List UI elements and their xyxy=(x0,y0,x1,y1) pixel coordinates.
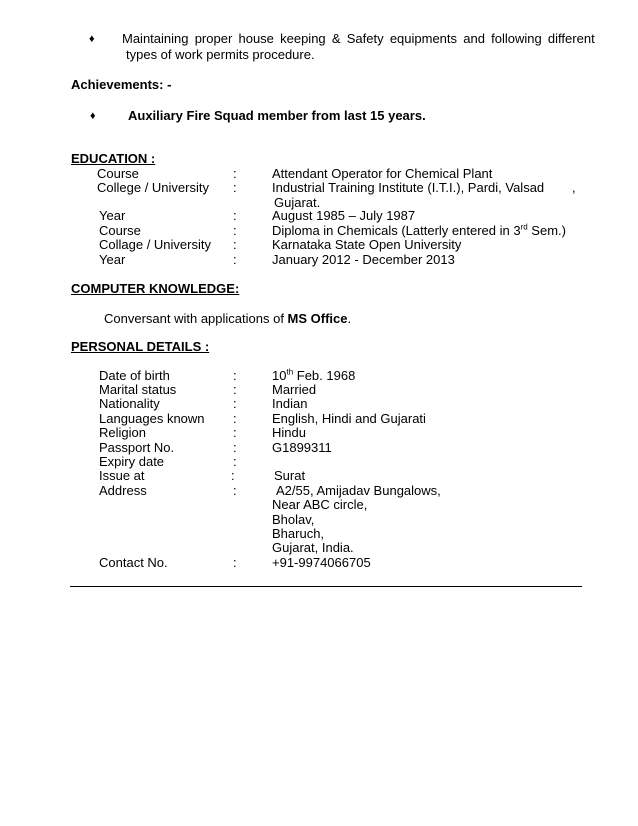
address-line: Gujarat, India. xyxy=(272,540,354,555)
personal-label: Religion xyxy=(99,425,146,440)
edu-value: Karnataka State Open University xyxy=(272,237,462,252)
personal-label: Passport No. xyxy=(99,440,175,455)
edu-sep: : xyxy=(233,252,237,267)
edu-label: Course xyxy=(99,223,141,238)
personal-value: Hindu xyxy=(272,425,306,440)
personal-value: +91-9974066705 xyxy=(272,555,371,570)
personal-value: G1899311 xyxy=(272,440,332,455)
achievements-heading: Achievements: - xyxy=(71,77,172,92)
computer-text: Conversant with applications of MS Office. xyxy=(104,311,352,326)
address-line: Near ABC circle, xyxy=(272,497,368,512)
personal-label: Issue at xyxy=(99,468,145,483)
personal-sep: : xyxy=(231,468,235,483)
address-line: Bholav, xyxy=(272,512,315,527)
personal-label: Marital status xyxy=(99,382,177,397)
edu-value: Attendant Operator for Chemical Plant xyxy=(272,166,493,181)
edu-label: Collage / University xyxy=(99,237,211,252)
personal-sep: : xyxy=(233,454,237,469)
address-line: A2/55, Amijadav Bungalows, xyxy=(276,483,441,498)
personal-sep: : xyxy=(233,555,237,570)
edu-sep: : xyxy=(233,166,237,181)
edu-value: Industrial Training Institute (I.T.I.), Pardi, Valsad xyxy=(272,180,545,195)
personal-value: Indian xyxy=(272,396,308,411)
edu-value-cont: Gujarat. xyxy=(274,195,321,210)
personal-label: Expiry date xyxy=(99,454,165,469)
edu-label: Course xyxy=(97,166,139,181)
personal-label: Nationality xyxy=(99,396,160,411)
personal-sep: : xyxy=(233,368,237,383)
edu-value: August 1985 – July 1987 xyxy=(272,208,416,223)
edu-trailing-comma: , xyxy=(572,180,576,195)
personal-label: Languages known xyxy=(99,411,205,426)
edu-value: January 2012 - December 2013 xyxy=(272,252,455,267)
personal-sep: : xyxy=(233,382,237,397)
personal-sep: : xyxy=(233,440,237,455)
personal-value: Married xyxy=(272,382,317,397)
edu-sep: : xyxy=(233,223,237,238)
divider-line xyxy=(70,586,582,587)
personal-sep: : xyxy=(233,411,237,426)
personal-sep: : xyxy=(233,483,237,498)
intro-line-1: Maintaining proper house keeping & Safety equipments and following different xyxy=(122,31,595,46)
bullet-icon: ♦ xyxy=(89,33,95,45)
education-heading: EDUCATION : xyxy=(71,151,156,166)
address-line: Bharuch, xyxy=(272,526,325,541)
edu-sep: : xyxy=(233,208,237,223)
personal-label: Contact No. xyxy=(99,555,168,570)
personal-value: Surat xyxy=(274,468,306,483)
edu-sep: : xyxy=(233,180,237,195)
edu-label: Year xyxy=(99,252,126,267)
bullet-icon: ♦ xyxy=(90,110,96,122)
achievement-item: Auxiliary Fire Squad member from last 15 years. xyxy=(128,108,426,123)
personal-label: Date of birth xyxy=(99,368,170,383)
personal-sep: : xyxy=(233,396,237,411)
edu-sep: : xyxy=(233,237,237,252)
edu-label: College / University xyxy=(97,180,209,195)
personal-sep: : xyxy=(233,425,237,440)
computer-heading: COMPUTER KNOWLEDGE: xyxy=(71,281,240,296)
personal-value: 10th Feb. 1968 xyxy=(272,367,356,383)
edu-value: Diploma in Chemicals (Latterly entered in 3rd Sem.) xyxy=(272,222,566,238)
personal-value: English, Hindi and Gujarati xyxy=(272,411,426,426)
personal-label: Address xyxy=(99,483,147,498)
personal-heading: PERSONAL DETAILS : xyxy=(71,339,210,354)
edu-label: Year xyxy=(99,208,126,223)
intro-line-2: types of work permits procedure. xyxy=(126,47,315,62)
